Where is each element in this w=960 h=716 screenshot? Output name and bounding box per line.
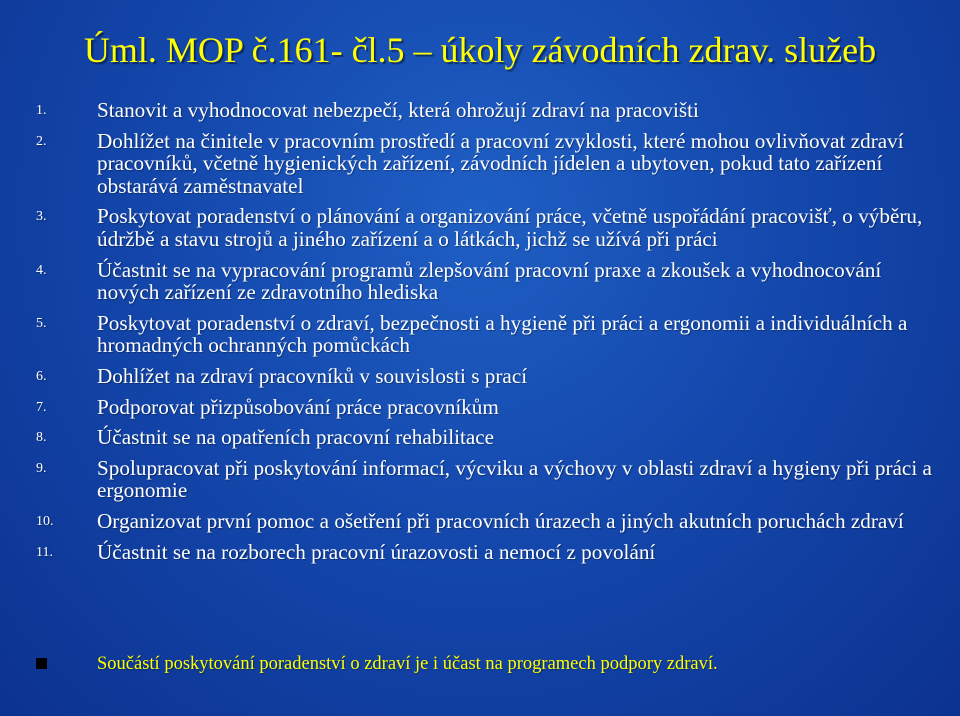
item-text: Poskytovat poradenství o zdraví, bezpečnosti a hygieně při práci a ergonomii a individuálních a hromadných ochranných pomůckách [97, 310, 908, 358]
item-number: 8. [36, 430, 47, 446]
item-text: Spolupracovat při poskytování informací, výcviku a výchovy v oblasti zdraví a hygieny při práci a ergonomie [97, 455, 932, 503]
item-number: 3. [36, 209, 47, 225]
list-item [36, 312, 936, 357]
item-text: Organizovat první pomoc a ošetření při pracovních úrazech a jiných akutních poruchách zdraví [97, 508, 904, 533]
item-text: Dohlížet na činitele v pracovním prostředí a pracovní zvyklosti, které mohou ovlivňovat zdraví pracovníků, včetně hygienických zařízení, závodních jídelen a ubytoven, pokud tato zařízení obstarává zaměstnavatel [97, 128, 904, 198]
item-number: 5. [36, 315, 47, 331]
item-text: Účastnit se na vypracování programů zlepšování pracovní praxe a zkoušek a vyhodnocování nových zařízení ze zdravotního hlediska [97, 257, 882, 305]
item-number: 10. [36, 513, 54, 529]
item-text: Podporovat přizpůsobování práce pracovníkům [97, 394, 499, 419]
slide-title: Úml. MOP č.161- čl.5 – úkoly závodních zdrav. služeb [83, 30, 877, 70]
item-text: Poskytovat poradenství o plánování a organizování práce, včetně uspořádání pracovišť, o výběru, údržbě a stavu strojů a jiného zařízení a o látkách, jichž se užívá při práci [97, 204, 923, 251]
list-item [36, 426, 936, 449]
item-text: Účastnit se na opatřeních pracovní rehabilitace [97, 425, 495, 450]
list-item [36, 396, 936, 419]
list-item [36, 365, 936, 388]
item-number: 4. [36, 262, 47, 278]
note-text: Součástí poskytování poradenství o zdraví je i účast na programech podpory zdraví. [97, 654, 718, 674]
list-item [36, 99, 936, 122]
item-number: 11. [36, 544, 53, 560]
item-number: 1. [36, 103, 47, 118]
list-item [36, 510, 936, 533]
item-number: 6. [36, 368, 47, 384]
task-list [36, 99, 936, 571]
item-number: 9. [36, 460, 47, 476]
item-text: Účastnit se na rozborech pracovní úrazovosti a nemocí z povolání [97, 539, 656, 564]
item-text: Stanovit a vyhodnocovat nebezpečí, která ohrožují zdraví na pracovišti [97, 98, 699, 122]
list-item [36, 259, 936, 304]
item-number: 2. [36, 133, 47, 149]
list-item [36, 541, 936, 564]
list-item [36, 205, 936, 250]
list-item [36, 130, 936, 198]
list-item [36, 457, 936, 502]
square-bullet-icon [36, 658, 47, 669]
item-text: Dohlížet na zdraví pracovníků v souvislosti s prací [97, 363, 528, 388]
item-number: 7. [36, 399, 47, 415]
